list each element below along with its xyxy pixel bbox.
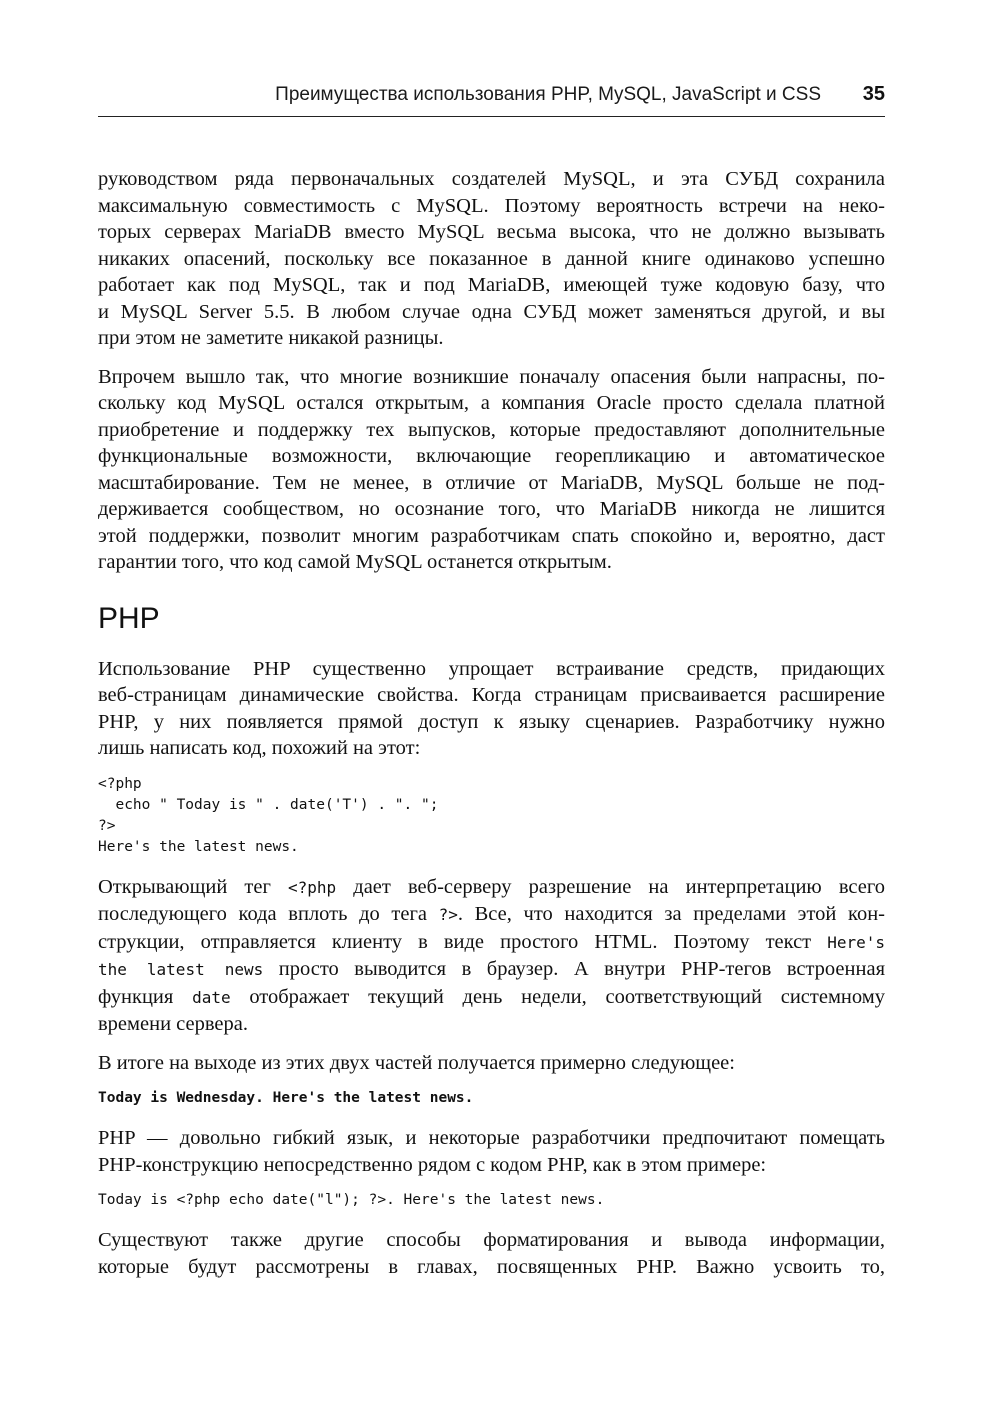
page-body: [98, 166, 885, 1292]
paragraph-php-flexible: [98, 1125, 885, 1178]
code-inline-example: Today is <?php echo date("l"); ?>. Here's the latest news.: [98, 1192, 605, 1208]
text-line: и MySQL Server 5.5. В любом случае одна СУБД может заменяться другой, и вы: [98, 300, 885, 323]
page-number: 35: [862, 83, 885, 105]
text-line: веб-страницам динамические свойства. Когда страницам присваивается расширение: [98, 684, 885, 706]
paragraph-php-tag: [98, 874, 885, 1038]
inline-code: date: [192, 987, 231, 1007]
text-line: [98, 956, 885, 984]
code-listing-php: <?php echo " Today is " . date('T') . ". "; ?> Here's the latest news.: [98, 775, 439, 855]
text-run: Открывающий тег: [98, 875, 288, 898]
section-heading: PHP: [98, 601, 160, 635]
inline-code: Here's: [827, 932, 885, 952]
text-line: приобретение и поддержку тех выпусков, которые предоставляют дополнительные: [98, 418, 885, 441]
inline-code: <?php: [288, 877, 337, 897]
text-line: масштабирование. Тем не менее, в отличие от MariaDB, MySQL больше не под-: [98, 471, 885, 494]
text-line: Существуют также другие способы форматирования и вывода информации,: [98, 1229, 885, 1251]
text-line: [98, 984, 885, 1012]
text-line: этой поддержки, позволит многим разработчикам спать спокойно и, вероятно, даст: [98, 524, 885, 547]
text-line: держивается сообществом, но осознание того, что MariaDB никогда не лишится: [98, 498, 885, 520]
text-line: при этом не заметите никакой разницы.: [98, 327, 444, 349]
text-line: максимальную совместимость с MySQL. Поэтому вероятность встречи на неко-: [98, 194, 885, 217]
paragraph-php-intro: [98, 656, 885, 762]
text-run: струкции, отправляется клиенту в виде простого HTML. Поэтому текст: [98, 930, 828, 953]
text-run: отображает текущий день недели, соответствующий системному: [230, 985, 885, 1008]
text-line: [98, 929, 885, 957]
text-line: В итоге на выходе из этих двух частей получается примерно следующее:: [98, 1051, 735, 1074]
text-line: гарантии того, что код самой MySQL останется открытым.: [98, 551, 612, 573]
text-line: [98, 874, 885, 902]
running-header-title: Преимущества использования PHP, MySQL, JavaScript и CSS: [275, 84, 821, 105]
text-line: Впрочем вышло так, что многие возникшие поначалу опасения были напрасны, по-: [98, 365, 885, 388]
paragraph-mysql-open: [98, 364, 885, 576]
text-line: времени сервера.: [98, 1013, 248, 1035]
text-line: работает как под MySQL, так и под MariaDB, имеющей туже кодовую базу, что: [98, 274, 885, 296]
text-line: [98, 901, 885, 929]
text-line: скольку код MySQL остался открытым, а компания Oracle просто сделала платной: [98, 392, 885, 414]
text-line: PHP — довольно гибкий язык, и некоторые разработчики предпочитают помещать: [98, 1127, 885, 1149]
paragraph-output-intro: [98, 1050, 885, 1077]
text-line: лишь написать код, похожий на этот:: [98, 737, 421, 759]
code-output-example: Today is Wednesday. Here's the latest news.: [98, 1090, 474, 1106]
text-run: функция: [98, 985, 193, 1008]
paragraph-formatting: [98, 1227, 885, 1280]
text-line: торых серверах MariaDB вместо MySQL весьма высока, что не должно вызывать: [98, 221, 885, 243]
text-line: Использование PHP существенно упрощает встраивание средств, придающих: [98, 657, 885, 680]
text-line: руководством ряда первоначальных создателей MySQL, и эта СУБД сохранила: [98, 168, 885, 190]
text-run: дает веб-серверу разрешение на интерпретацию всего: [336, 875, 886, 898]
inline-code: the latest news: [98, 960, 264, 979]
inline-code: ?>: [438, 905, 458, 924]
text-run: . Все, что находится за пределами этой кон-: [457, 903, 885, 925]
text-line: никаких опасений, поскольку все показанное в данной книге одинаково успешно: [98, 247, 885, 270]
text-line: которые будут рассмотрены в главах, посвященных PHP. Важно усвоить то,: [98, 1255, 885, 1278]
text-run: последующего кода вплоть до тега: [98, 903, 439, 925]
text-line: функциональные возможности, включающие георепликацию и автоматическое: [98, 445, 885, 467]
paragraph-mariadb-compat: [98, 166, 885, 352]
running-header: [98, 82, 885, 117]
text-line: PHP-конструкцию непосредственно рядом с кодом PHP, как в этом примере:: [98, 1153, 767, 1176]
text-line: PHP, у них появляется прямой доступ к языку сценариев. Разработчику нужно: [98, 710, 885, 733]
text-run: просто выводится в браузер. А внутри PHP-тегов встроенная: [263, 958, 886, 980]
